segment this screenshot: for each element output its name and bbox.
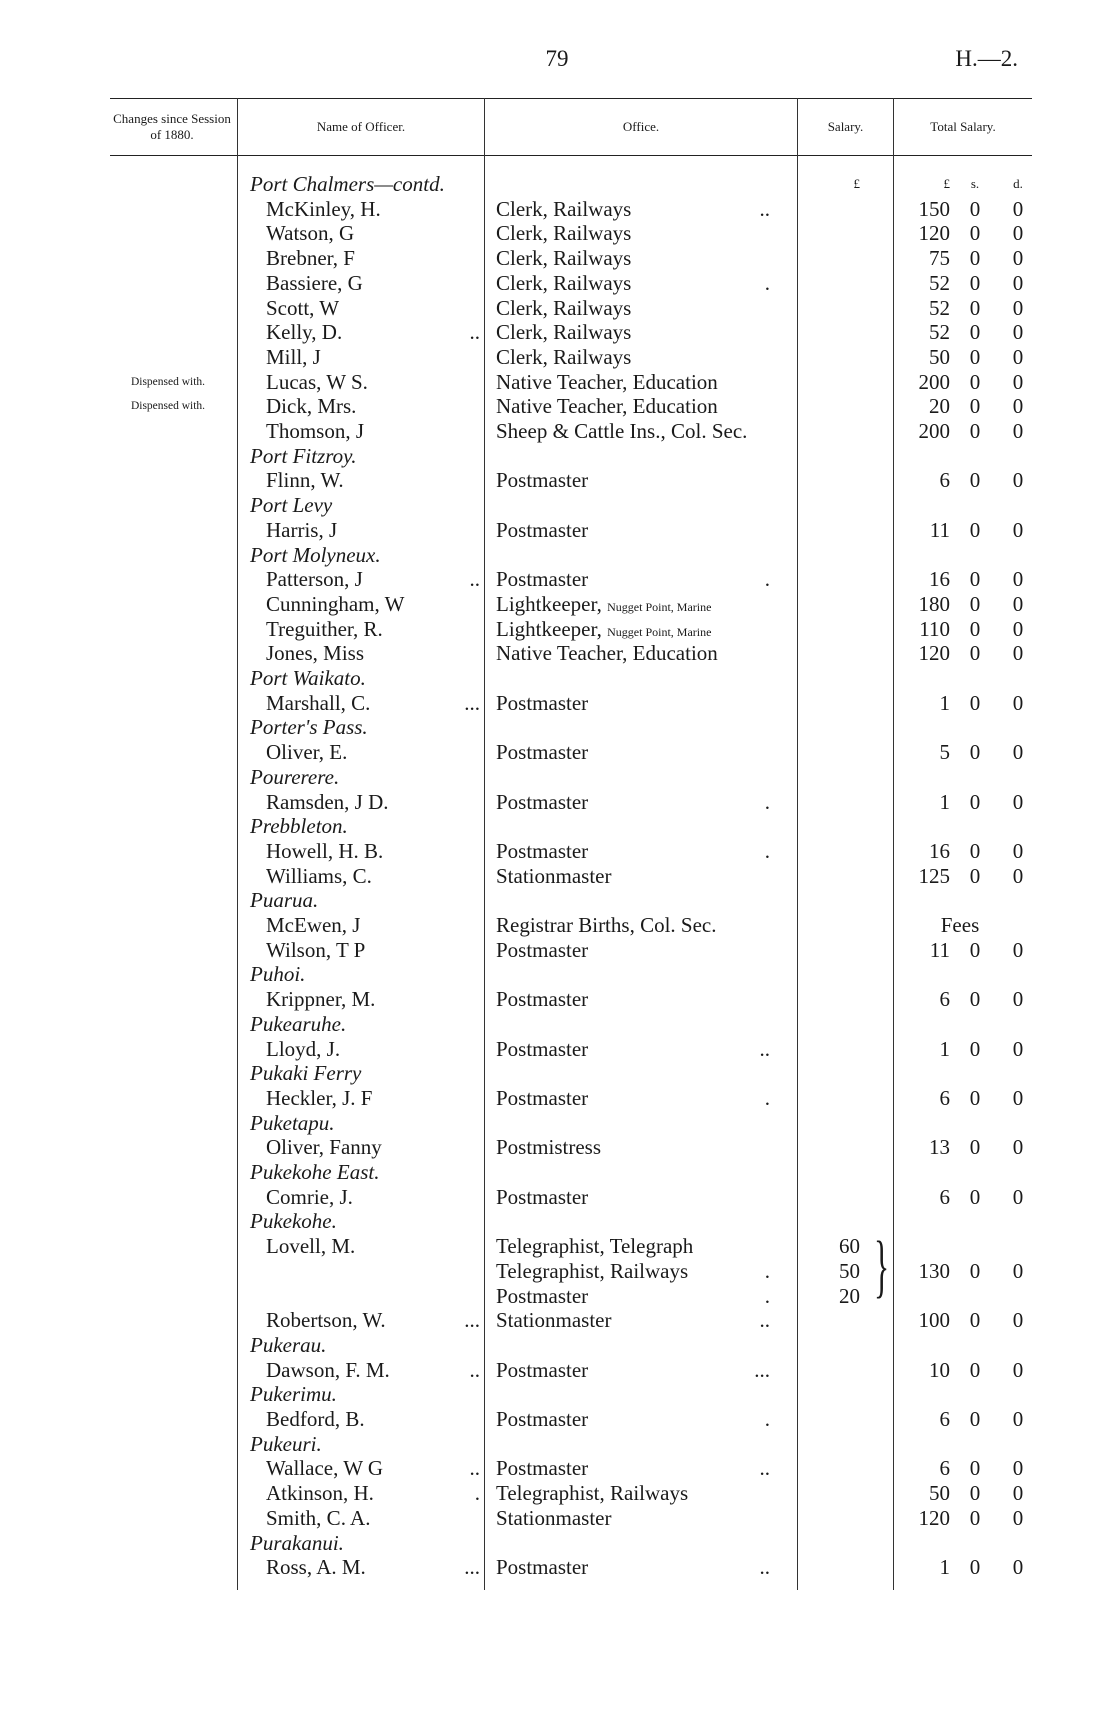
- place-heading: Purakanui.: [250, 1530, 344, 1555]
- pence-value: 0: [1012, 789, 1024, 814]
- pounds-value: 1: [939, 690, 950, 715]
- officer-name: Marshall, C.: [266, 690, 371, 715]
- shillings-value: 0: [969, 320, 981, 345]
- header-changes: Changes since Session of 1880.: [113, 111, 231, 142]
- pounds-value: 10: [929, 1357, 950, 1382]
- table-row: [0, 567, 1114, 592]
- office-text: Postmaster: [496, 1357, 589, 1382]
- pounds-value: 52: [929, 270, 950, 295]
- officer-name: McEwen, J: [266, 913, 361, 937]
- table-row: [0, 1037, 1114, 1062]
- place-row: [0, 172, 1114, 197]
- place-heading: Port Levy: [250, 493, 333, 518]
- place-row: [0, 715, 1114, 740]
- officer-name: Patterson, J: [266, 567, 363, 592]
- officer-name: Kelly, D.: [266, 320, 343, 345]
- office-text: Clerk, Railways: [496, 196, 632, 221]
- salary-value: 20: [839, 1283, 860, 1308]
- leader-dots: .: [764, 789, 770, 814]
- leader-dots: ..: [759, 1036, 770, 1061]
- officer-name: Jones, Miss: [266, 641, 365, 666]
- pounds-value: 1: [939, 789, 950, 814]
- place-heading: Port Chalmers—contd.: [250, 172, 445, 196]
- salary-brace: }: [874, 1228, 890, 1305]
- office-text: Postmaster: [496, 740, 589, 765]
- office-text: Stationmaster: [496, 1308, 612, 1333]
- change-note: Dispensed with.: [130, 375, 206, 388]
- shillings-value: 0: [969, 937, 981, 962]
- pounds-value: 13: [929, 1135, 950, 1160]
- place-heading: Pukerimu.: [250, 1382, 337, 1407]
- leader-dots: ..: [759, 1456, 770, 1481]
- shillings-value: 0: [969, 246, 981, 271]
- leader-dots: .: [764, 567, 770, 592]
- page-code: H.—2.: [955, 46, 1018, 71]
- pence-value: 0: [1012, 196, 1024, 221]
- pounds-value: 75: [929, 246, 950, 271]
- place-heading: Porter's Pass.: [250, 715, 368, 740]
- leader-dots: ...: [754, 1357, 770, 1382]
- officer-name: Howell, H. B.: [266, 838, 384, 863]
- place-heading: Prebbleton.: [250, 814, 348, 839]
- office-text: Postmaster: [496, 1036, 589, 1061]
- header-name: Name of Officer.: [316, 119, 406, 134]
- leader-dots: .: [764, 1085, 770, 1110]
- leader-dots: .: [474, 1481, 480, 1506]
- pence-value: 0: [1012, 838, 1024, 863]
- shillings-value: 0: [969, 394, 981, 419]
- shillings-value: 0: [969, 1456, 981, 1481]
- office-text: Postmaster: [496, 567, 589, 592]
- office-text: [496, 617, 711, 645]
- leader-dots: ...: [464, 1555, 480, 1580]
- table-row: [0, 913, 1114, 938]
- place-heading: Pukearuhe.: [250, 1011, 347, 1036]
- pounds-value: 6: [939, 1456, 950, 1481]
- place-heading: Puhoi.: [250, 962, 306, 987]
- shillings-value: 0: [969, 419, 981, 443]
- shillings-value: 0: [969, 1184, 981, 1209]
- office-text: Postmaster: [496, 517, 589, 542]
- office-text: Telegraphist, Telegraph: [496, 1234, 694, 1259]
- office-text: Postmaster: [496, 789, 589, 814]
- shillings-value: 0: [969, 690, 981, 715]
- shillings-value: 0: [969, 369, 981, 394]
- salary-unit: £: [853, 176, 860, 191]
- page-number: 79: [545, 46, 569, 71]
- table-row: [0, 1506, 1114, 1531]
- office-text: Stationmaster: [496, 863, 612, 888]
- pence-value: 0: [1012, 1258, 1024, 1283]
- leader-dots: ..: [759, 1555, 770, 1580]
- place-row: [0, 1209, 1114, 1234]
- officer-name: Comrie, J.: [266, 1184, 353, 1209]
- pence-value: 0: [1012, 1481, 1024, 1506]
- pounds-value: 1: [939, 1036, 950, 1061]
- officer-name: Wilson, T P: [266, 937, 366, 962]
- office-text: Clerk, Railways: [496, 270, 632, 295]
- officer-name: Harris, J: [266, 517, 338, 542]
- pence-value: 0: [1012, 221, 1024, 246]
- pence-value: 0: [1012, 937, 1024, 962]
- place-row: [0, 666, 1114, 691]
- pence-value: 0: [1012, 1456, 1024, 1481]
- table-row: [0, 419, 1114, 444]
- pence-value: 0: [1012, 517, 1024, 542]
- shillings-value: 0: [969, 863, 981, 888]
- shillings-value: 0: [969, 641, 981, 666]
- leader-dots: ..: [469, 1357, 480, 1382]
- officer-name: Scott, W: [266, 295, 340, 320]
- place-heading: Puarua.: [250, 888, 319, 913]
- officer-name: Dick, Mrs.: [266, 394, 357, 419]
- pence-value: 0: [1012, 1357, 1024, 1382]
- table-row: [0, 518, 1114, 543]
- pence-value: 0: [1012, 1555, 1024, 1580]
- pounds-value: 180: [918, 591, 950, 616]
- pounds-value: 130: [918, 1258, 950, 1283]
- pence-value: 0: [1012, 690, 1024, 715]
- shillings-value: 0: [969, 591, 981, 616]
- pence-value: 0: [1012, 419, 1024, 443]
- table-row: [0, 987, 1114, 1012]
- pounds-value: 120: [918, 221, 950, 246]
- pence-value: 0: [1012, 1085, 1024, 1110]
- place-heading: Pukaki Ferry: [250, 1061, 362, 1086]
- office-text: Clerk, Railways: [496, 221, 632, 246]
- shillings-value: 0: [969, 567, 981, 592]
- pounds-value: 200: [918, 419, 950, 443]
- officer-name: Lovell, M.: [266, 1234, 356, 1259]
- table-row: [0, 839, 1114, 864]
- officer-name: Thomson, J: [266, 419, 365, 443]
- table-row: [0, 617, 1114, 642]
- pence-value: 0: [1012, 616, 1024, 641]
- pence-value: 0: [1012, 641, 1024, 666]
- officer-name: Williams, C.: [266, 863, 372, 888]
- table-row: [0, 246, 1114, 271]
- officer-name: Dawson, F. M.: [266, 1357, 390, 1382]
- office-text: Registrar Births, Col. Sec.: [496, 913, 717, 937]
- office-text: Postmistress: [496, 1135, 602, 1160]
- place-heading: Pukerau.: [250, 1332, 327, 1357]
- pence-value: 0: [1012, 1184, 1024, 1209]
- shillings-value: 0: [969, 616, 981, 641]
- pounds-value: 16: [929, 567, 950, 592]
- salary-value: 60: [839, 1234, 860, 1259]
- shillings-unit: s.: [970, 176, 980, 191]
- table-row: [0, 1086, 1114, 1111]
- pounds-value: 6: [939, 987, 950, 1012]
- place-row: [0, 444, 1114, 469]
- place-row: [0, 888, 1114, 913]
- place-row: [0, 1333, 1114, 1358]
- place-row: [0, 765, 1114, 790]
- officer-name: Mill, J: [266, 344, 321, 369]
- table-row: [0, 938, 1114, 963]
- office-text: Telegraphist, Railways: [496, 1258, 689, 1283]
- pence-value: 0: [1012, 1308, 1024, 1333]
- officer-name: Lucas, W S.: [266, 369, 368, 394]
- table-row: [0, 320, 1114, 345]
- pounds-value: 52: [929, 320, 950, 345]
- officer-name: McKinley, H.: [266, 196, 381, 221]
- place-row: [0, 1061, 1114, 1086]
- place-row: [0, 1531, 1114, 1556]
- pounds-value: 6: [939, 1085, 950, 1110]
- pence-value: 0: [1012, 987, 1024, 1012]
- leader-dots: .: [764, 270, 770, 295]
- pence-value: 0: [1012, 394, 1024, 419]
- office-note: Nugget Point, Marine: [607, 624, 712, 639]
- shillings-value: 0: [969, 1357, 981, 1382]
- pence-value: 0: [1012, 1135, 1024, 1160]
- pounds-value: 125: [918, 863, 950, 888]
- place-heading: Pukekohe East.: [250, 1160, 380, 1184]
- pounds-value: 20: [929, 394, 950, 419]
- office-text: Native Teacher, Education: [496, 394, 718, 419]
- pounds-unit: £: [943, 176, 950, 191]
- pounds-value: 11: [929, 937, 950, 962]
- office-text: Clerk, Railways: [496, 320, 632, 345]
- pence-value: 0: [1012, 344, 1024, 369]
- officer-name: Ross, A. M.: [266, 1555, 366, 1580]
- office-text: Postmaster: [496, 1456, 589, 1481]
- leader-dots: .: [764, 838, 770, 863]
- table-row: [0, 1407, 1114, 1432]
- pounds-value: 52: [929, 295, 950, 320]
- shillings-value: 0: [969, 295, 981, 320]
- table-row: [0, 691, 1114, 716]
- pence-value: 0: [1012, 369, 1024, 394]
- place-row: [0, 1382, 1114, 1407]
- officer-name: Atkinson, H.: [266, 1481, 374, 1506]
- place-heading: Port Waikato.: [250, 666, 366, 690]
- place-heading: Pukeuri.: [250, 1431, 322, 1456]
- place-row: [0, 962, 1114, 987]
- salary-value: 50: [839, 1258, 860, 1283]
- leader-dots: .: [764, 1407, 770, 1431]
- pence-unit: d.: [1013, 176, 1023, 191]
- pence-value: 0: [1012, 295, 1024, 320]
- office-text: Postmaster: [496, 937, 589, 962]
- leader-dots: ..: [469, 320, 480, 345]
- table-row: [0, 1185, 1114, 1210]
- leader-dots: .: [764, 1283, 770, 1308]
- table-row: [0, 1284, 1114, 1309]
- table-row: [0, 345, 1114, 370]
- shillings-value: 0: [969, 1407, 981, 1431]
- place-row: [0, 1012, 1114, 1037]
- pounds-value: 6: [939, 1184, 950, 1209]
- header-office: Office.: [622, 119, 660, 134]
- pounds-value: 110: [919, 616, 950, 641]
- pounds-value: 150: [918, 196, 950, 221]
- office-text: Postmaster: [496, 1407, 589, 1431]
- office-text: Native Teacher, Education: [496, 641, 718, 666]
- office-text: Postmaster: [496, 1085, 589, 1110]
- office-text: Postmaster: [496, 1184, 589, 1209]
- office-text: Native Teacher, Education: [496, 369, 718, 394]
- leader-dots: ..: [469, 1456, 480, 1481]
- change-note: Dispensed with.: [130, 400, 206, 413]
- shillings-value: 0: [969, 1308, 981, 1333]
- pounds-value: 11: [929, 517, 950, 542]
- officer-name: Oliver, E.: [266, 740, 348, 765]
- officer-name: Treguither, R.: [266, 616, 383, 641]
- leader-dots: ...: [464, 690, 480, 715]
- pence-value: 0: [1012, 1505, 1024, 1530]
- place-row: [0, 493, 1114, 518]
- office-title: Lightkeeper,: [496, 616, 602, 641]
- officer-name: Bassiere, G: [266, 270, 363, 295]
- leader-dots: ..: [469, 567, 480, 592]
- pence-value: 0: [1012, 270, 1024, 295]
- shillings-value: 0: [969, 1135, 981, 1160]
- leader-dots: ..: [759, 1308, 770, 1333]
- shillings-value: 0: [969, 221, 981, 246]
- table-row: [0, 221, 1114, 246]
- table-row: [0, 271, 1114, 296]
- shillings-value: 0: [969, 1481, 981, 1506]
- pounds-value: 16: [929, 838, 950, 863]
- office-text: [496, 592, 711, 620]
- shillings-value: 0: [969, 517, 981, 542]
- pence-value: 0: [1012, 320, 1024, 345]
- pounds-value: 6: [939, 1407, 950, 1431]
- pounds-value: 120: [918, 641, 950, 666]
- shillings-value: 0: [969, 1555, 981, 1580]
- officer-name: Flinn, W.: [266, 468, 344, 493]
- table-row: [0, 296, 1114, 321]
- officer-name: Ramsden, J D.: [266, 789, 389, 814]
- place-heading: Port Fitzroy.: [250, 443, 357, 468]
- table-row: [0, 1481, 1114, 1506]
- table-row: [0, 790, 1114, 815]
- officer-name: Heckler, J. F: [266, 1085, 373, 1110]
- place-row: [0, 1432, 1114, 1457]
- table-row: [0, 370, 1114, 395]
- pence-value: 0: [1012, 567, 1024, 592]
- place-row: [0, 543, 1114, 568]
- officer-name: Smith, C. A.: [266, 1505, 371, 1530]
- table-row: [0, 1358, 1114, 1383]
- office-text: Sheep & Cattle Ins., Col. Sec.: [496, 419, 748, 443]
- leader-dots: ...: [464, 1308, 480, 1333]
- office-text: Postmaster: [496, 1283, 589, 1308]
- pounds-value: 100: [918, 1308, 950, 1333]
- pounds-value: 50: [929, 344, 950, 369]
- leader-dots: .: [764, 1258, 770, 1283]
- fees-value: Fees: [940, 913, 980, 937]
- table-row: [0, 1308, 1114, 1333]
- shillings-value: 0: [969, 344, 981, 369]
- office-text: Clerk, Railways: [496, 246, 632, 271]
- pounds-value: 50: [929, 1481, 950, 1506]
- office-text: Stationmaster: [496, 1505, 612, 1530]
- pence-value: 0: [1012, 591, 1024, 616]
- shillings-value: 0: [969, 987, 981, 1012]
- shillings-value: 0: [969, 740, 981, 765]
- shillings-value: 0: [969, 1085, 981, 1110]
- office-text: Clerk, Railways: [496, 295, 632, 320]
- place-row: [0, 1111, 1114, 1136]
- leader-dots: ..: [759, 196, 770, 221]
- place-heading: Pourerere.: [250, 764, 340, 789]
- office-text: Telegraphist, Railways: [496, 1481, 689, 1506]
- officer-name: Watson, G: [266, 221, 355, 246]
- pence-value: 0: [1012, 468, 1024, 493]
- office-title: Lightkeeper,: [496, 591, 602, 616]
- header-salary: Salary.: [827, 119, 864, 134]
- place-row: [0, 1160, 1114, 1185]
- office-text: Postmaster: [496, 838, 589, 863]
- pounds-value: 120: [918, 1505, 950, 1530]
- officer-name: Robertson, W.: [266, 1308, 386, 1333]
- pounds-value: 200: [918, 369, 950, 394]
- officer-name: Brebner, F: [266, 246, 355, 271]
- pounds-value: 1: [939, 1555, 950, 1580]
- officer-name: Cunningham, W: [266, 591, 405, 616]
- table-row: [0, 864, 1114, 889]
- officer-name: Krippner, M.: [266, 987, 376, 1012]
- place-heading: Pukekohe.: [250, 1209, 337, 1234]
- office-text: Clerk, Railways: [496, 344, 632, 369]
- table-row: [0, 1555, 1114, 1580]
- officer-name: Wallace, W G: [266, 1456, 384, 1481]
- table-row: [0, 1456, 1114, 1481]
- officer-name: Bedford, B.: [266, 1407, 365, 1431]
- table-row: [0, 197, 1114, 222]
- table-row: [0, 1135, 1114, 1160]
- pounds-value: 6: [939, 468, 950, 493]
- pence-value: 0: [1012, 1036, 1024, 1061]
- pence-value: 0: [1012, 1407, 1024, 1431]
- office-text: Postmaster: [496, 690, 589, 715]
- table-row: [0, 1234, 1114, 1259]
- place-heading: Puketapu.: [250, 1110, 335, 1135]
- officer-name: Lloyd, J.: [266, 1036, 341, 1061]
- table-row: [0, 1259, 1114, 1284]
- shillings-value: 0: [969, 468, 981, 493]
- pence-value: 0: [1012, 246, 1024, 271]
- shillings-value: 0: [969, 789, 981, 814]
- place-row: [0, 814, 1114, 839]
- office-note: Nugget Point, Marine: [607, 599, 712, 614]
- office-text: Postmaster: [496, 1555, 589, 1580]
- table-row: [0, 641, 1114, 666]
- table-row: [0, 394, 1114, 419]
- pence-value: 0: [1012, 740, 1024, 765]
- shillings-value: 0: [969, 1036, 981, 1061]
- shillings-value: 0: [969, 270, 981, 295]
- pence-value: 0: [1012, 863, 1024, 888]
- shillings-value: 0: [969, 196, 981, 221]
- pounds-value: 5: [939, 740, 950, 765]
- table-row: [0, 592, 1114, 617]
- officer-name: Oliver, Fanny: [266, 1135, 382, 1160]
- table-row: [0, 740, 1114, 765]
- office-text: Postmaster: [496, 468, 589, 493]
- header-total: Total Salary.: [930, 119, 996, 134]
- office-text: Postmaster: [496, 987, 589, 1012]
- shillings-value: 0: [969, 838, 981, 863]
- place-heading: Port Molyneux.: [250, 542, 381, 567]
- shillings-value: 0: [969, 1258, 981, 1283]
- table-row: [0, 468, 1114, 493]
- shillings-value: 0: [969, 1505, 981, 1530]
